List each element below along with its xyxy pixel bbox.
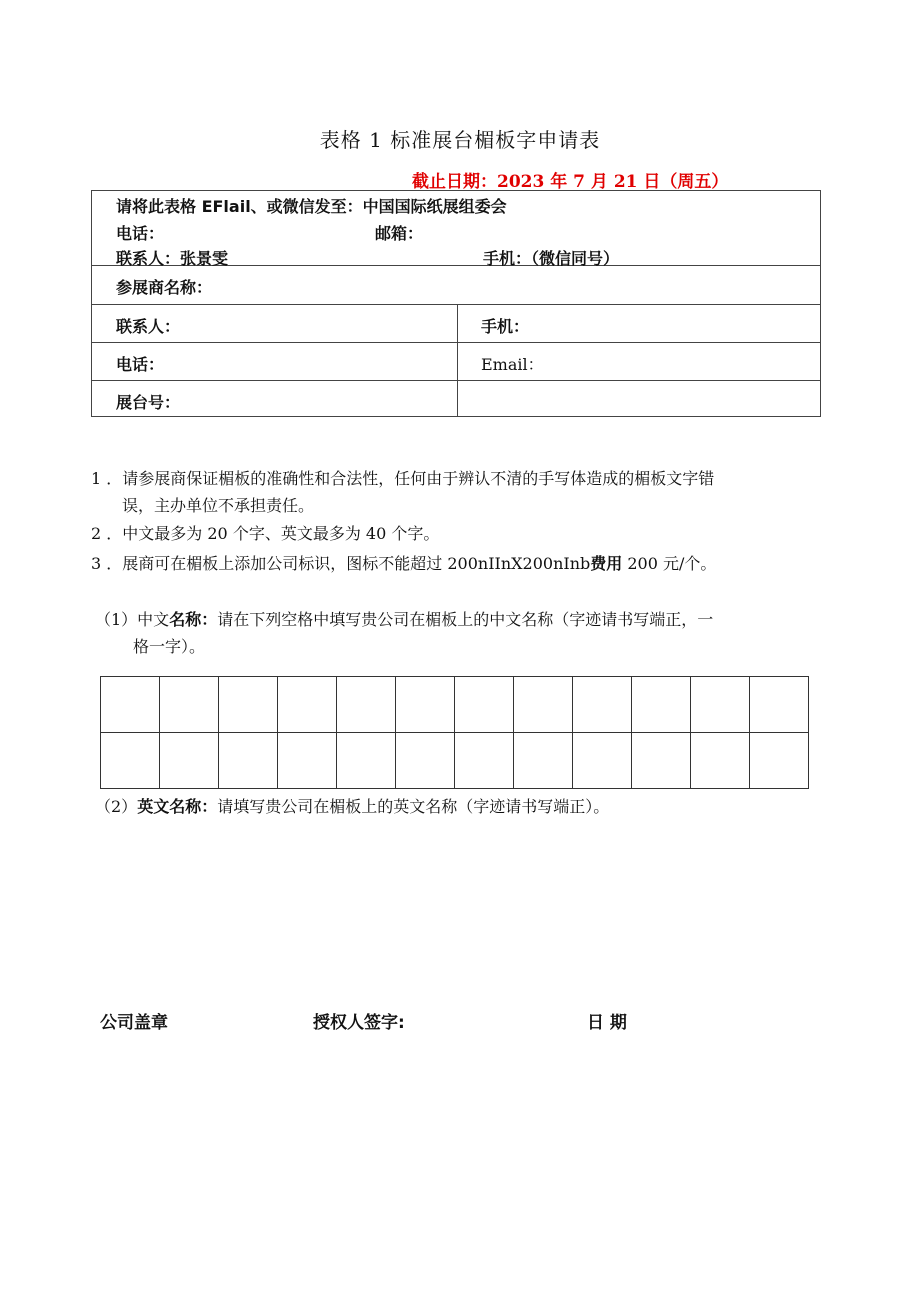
grid-cell[interactable] — [455, 733, 514, 789]
section-text: 请填写贵公司在楣板上的英文名称（字迹请书写端正）。 — [217, 797, 610, 816]
deadline-value: 2023 年 7 月 21 日（周五） — [497, 172, 729, 192]
page-title: 表格 1 标准展台楣板字申请表 — [319, 128, 601, 152]
english-name-instruction — [95, 794, 609, 817]
chinese-name-instruction-continued: 格一字）。 — [133, 637, 206, 656]
deadline — [412, 167, 728, 192]
grid-cell[interactable] — [160, 733, 219, 789]
grid-cell[interactable] — [278, 733, 337, 789]
exhibitor-name-field[interactable]: 参展商名称： — [116, 278, 213, 297]
mobile-field[interactable]: 手机： — [481, 317, 530, 336]
authorized-signature-label: 授权人签字: — [313, 1013, 405, 1033]
note-text: ．请参展商保证楣板的准确性和合法性，任何由于辨认不清的手写体造成的楣板文字错 — [106, 469, 715, 488]
section-prefix: （1）中文 — [95, 610, 170, 629]
chinese-name-grid — [100, 676, 809, 789]
grid-cell[interactable] — [160, 677, 219, 733]
grid-cell[interactable] — [514, 733, 573, 789]
email-field[interactable]: Email： — [481, 355, 544, 374]
chinese-name-instruction — [95, 607, 713, 630]
note-fee-label: 费用 — [590, 554, 623, 573]
date-label: 日 期 — [587, 1013, 627, 1033]
grid-cell[interactable] — [396, 677, 455, 733]
note-1-continued: 误，主办单位不承担责任。 — [122, 496, 315, 515]
grid-cell[interactable] — [337, 677, 396, 733]
section-prefix: （2） — [95, 797, 138, 816]
section-label: 名称： — [169, 610, 218, 629]
grid-cell[interactable] — [750, 733, 809, 789]
note-text: ．中文最多为 20 个字、英文最多为 40 个字。 — [106, 524, 440, 543]
deadline-label: 截止日期： — [412, 172, 497, 192]
divider — [91, 342, 821, 343]
note-1 — [91, 466, 714, 489]
divider — [91, 380, 821, 381]
organizer-email-label: 邮箱： — [375, 224, 424, 243]
section-label: 英文名称： — [137, 797, 218, 816]
section-text: 请在下列空格中填写贵公司在楣板上的中文名称（字迹请书写端正，一 — [217, 610, 714, 629]
grid-cell[interactable] — [101, 677, 160, 733]
grid-cell[interactable] — [750, 677, 809, 733]
note-number: 1 — [91, 469, 102, 488]
contact-person-field[interactable]: 联系人： — [116, 317, 181, 336]
divider — [457, 304, 458, 417]
note-number: 2 — [91, 524, 102, 543]
note-number: 3 — [91, 554, 102, 573]
grid-cell[interactable] — [573, 733, 632, 789]
grid-row — [101, 677, 809, 733]
grid-cell[interactable] — [455, 677, 514, 733]
send-instruction: 请将此表格 EFlail、或微信发至：中国国际纸展组委会 — [116, 197, 507, 216]
note-fee: 200 元/个。 — [622, 554, 717, 573]
grid-row — [101, 733, 809, 789]
grid-cell[interactable] — [219, 677, 278, 733]
grid-cell[interactable] — [396, 733, 455, 789]
organizer-mobile: 手机：（微信同号） — [483, 249, 620, 268]
grid-cell[interactable] — [632, 733, 691, 789]
organizer-phone-label: 电话： — [116, 224, 165, 243]
grid-cell[interactable] — [632, 677, 691, 733]
divider — [91, 304, 821, 305]
phone-field[interactable]: 电话： — [116, 355, 165, 374]
grid-cell[interactable] — [514, 677, 573, 733]
note-2 — [91, 521, 439, 544]
grid-cell[interactable] — [101, 733, 160, 789]
grid-cell[interactable] — [219, 733, 278, 789]
booth-number-field[interactable]: 展台号： — [116, 393, 181, 412]
grid-cell[interactable] — [278, 677, 337, 733]
grid-cell[interactable] — [691, 733, 750, 789]
note-text: ．展商可在楣板上添加公司标识，图标不能超过 200nIInX200nInb — [106, 554, 591, 573]
grid-cell[interactable] — [337, 733, 396, 789]
organizer-contact: 联系人：张景雯 — [116, 249, 229, 268]
company-seal-label: 公司盖章 — [100, 1013, 168, 1033]
grid-cell[interactable] — [691, 677, 750, 733]
grid-cell[interactable] — [573, 677, 632, 733]
note-3 — [91, 551, 716, 574]
